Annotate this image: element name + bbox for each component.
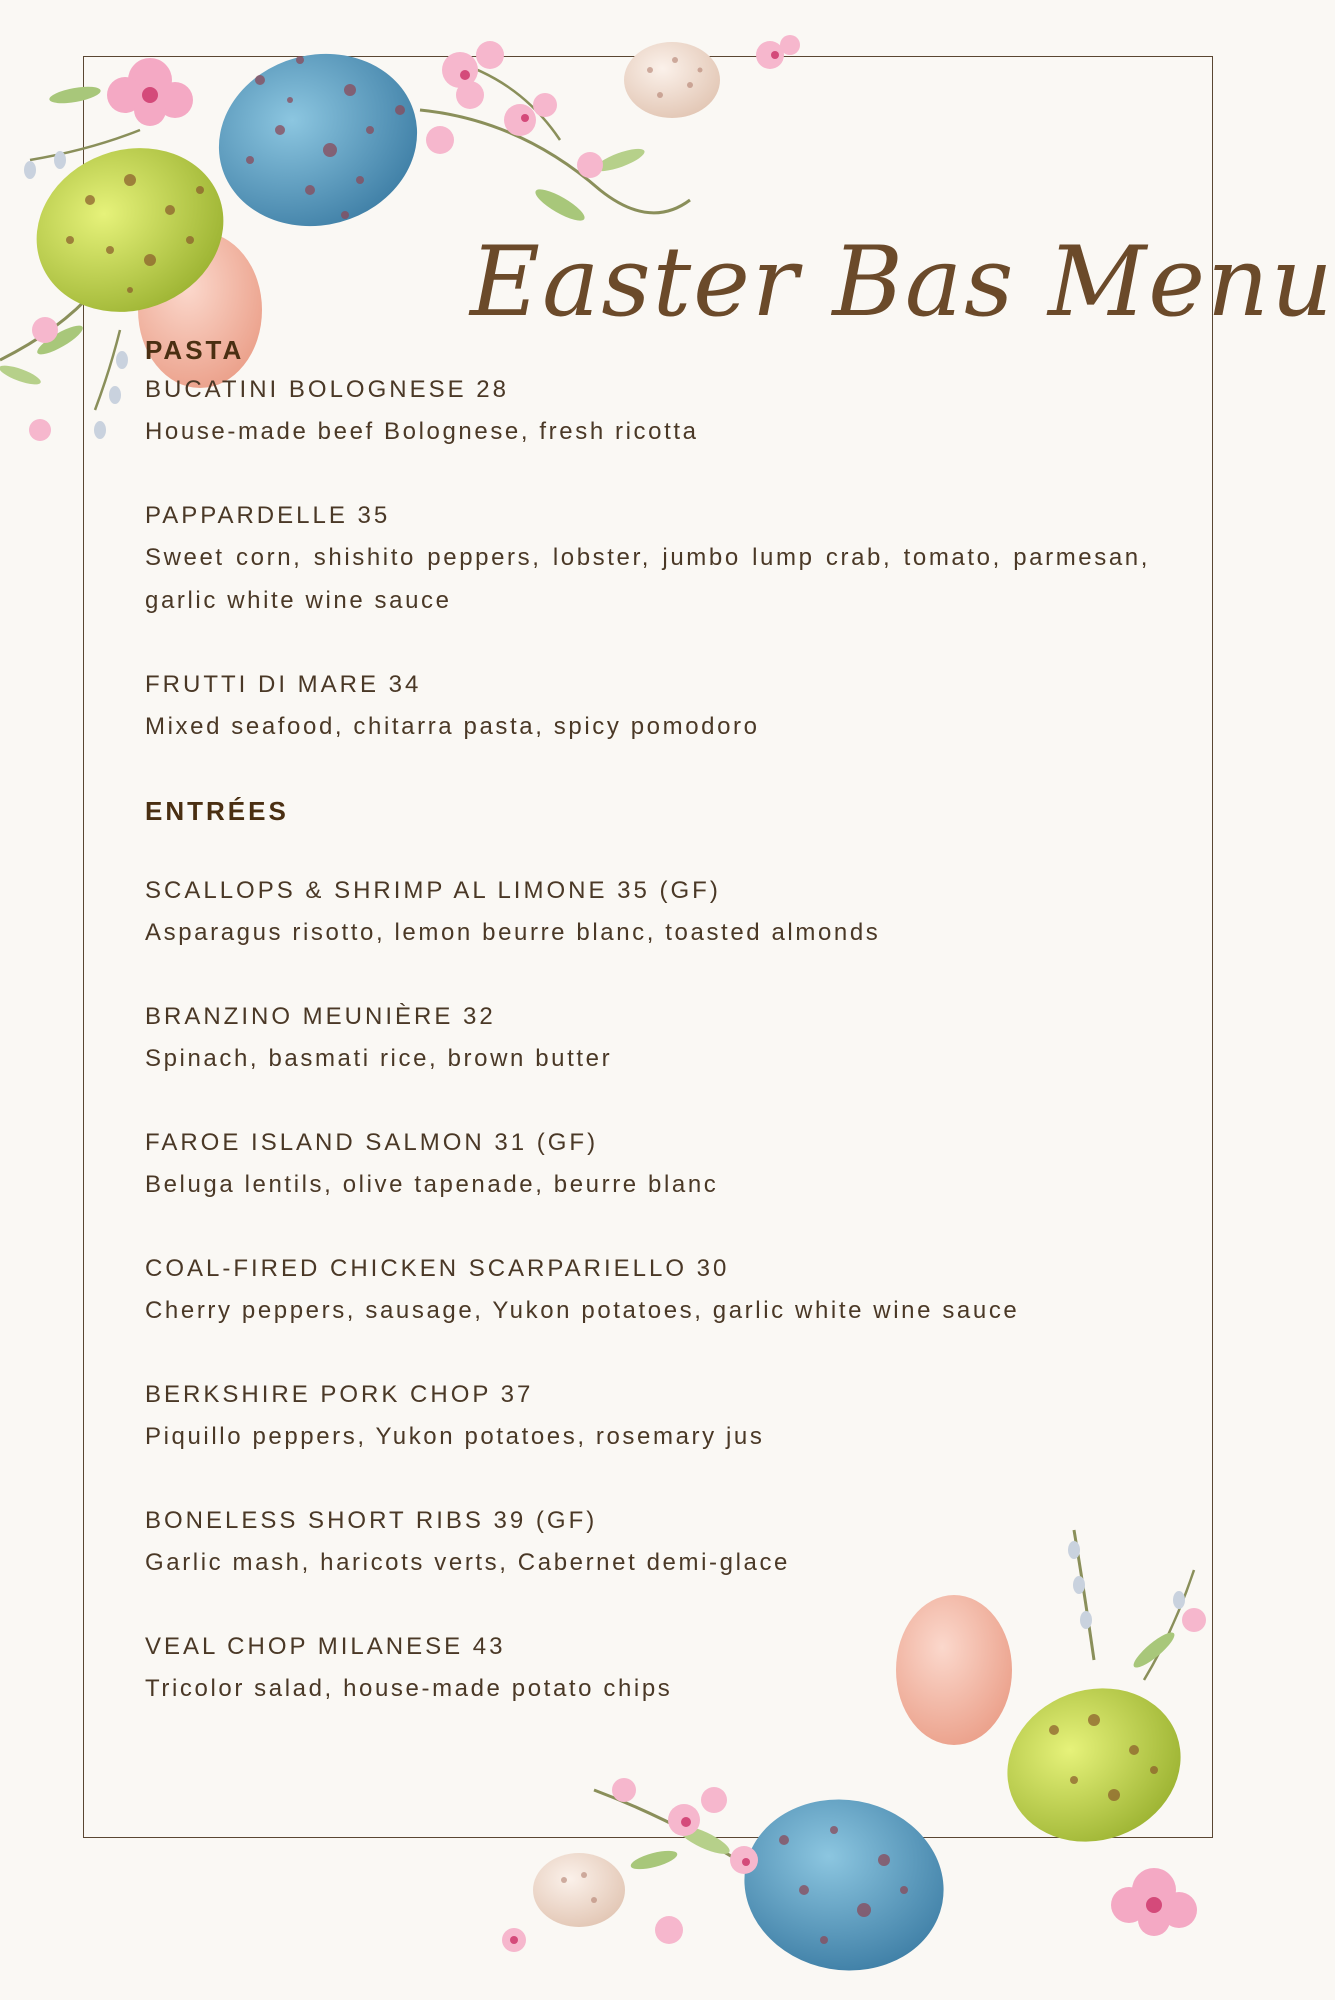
menu-item <box>145 1249 1150 1332</box>
item-name: BERKSHIRE PORK CHOP 37 <box>145 1381 534 1408</box>
item-name: BONELESS SHORT RIBS 39 (GF) <box>145 1507 598 1534</box>
menu-item <box>145 370 1150 453</box>
menu-item <box>145 1501 1150 1584</box>
menu-item <box>145 871 1150 954</box>
menu-item <box>145 496 1150 622</box>
item-name: VEAL CHOP MILANESE 43 <box>145 1633 506 1660</box>
item-description: Sweet corn, shishito peppers, lobster, jumbo lump crab, tomato, parmesan, garlic white wine sauce <box>145 544 1150 614</box>
menu-item <box>145 1627 1150 1710</box>
item-description: Piquillo peppers, Yukon potatoes, rosemary jus <box>145 1423 765 1450</box>
item-description: Asparagus risotto, lemon beurre blanc, toasted almonds <box>145 919 881 946</box>
section-pasta <box>145 330 1150 748</box>
section-heading-pasta: PASTA <box>145 335 245 365</box>
item-name: SCALLOPS & SHRIMP AL LIMONE 35 (GF) <box>145 877 721 904</box>
item-name: FRUTTI DI MARE 34 <box>145 671 422 698</box>
item-name: FAROE ISLAND SALMON 31 (GF) <box>145 1129 599 1156</box>
item-name: BUCATINI BOLOGNESE 28 <box>145 376 509 403</box>
item-description: Garlic mash, haricots verts, Cabernet demi-glace <box>145 1549 790 1576</box>
menu-item <box>145 1375 1150 1458</box>
menu-item <box>145 1123 1150 1206</box>
item-description: Cherry peppers, sausage, Yukon potatoes, garlic white wine sauce <box>145 1297 1020 1324</box>
menu-content <box>145 330 1150 1753</box>
item-name: COAL-FIRED CHICKEN SCARPARIELLO 30 <box>145 1255 730 1282</box>
section-entrees <box>145 791 1150 1710</box>
section-heading-entrees: ENTRÉES <box>145 796 289 826</box>
menu-title: Easter Bas Menu <box>470 226 1335 339</box>
item-description: Spinach, basmati rice, brown butter <box>145 1045 613 1072</box>
item-name: PAPPARDELLE 35 <box>145 502 391 529</box>
menu-item <box>145 665 1150 748</box>
item-name: BRANZINO MEUNIÈRE 32 <box>145 1003 496 1030</box>
item-description: Beluga lentils, olive tapenade, beurre blanc <box>145 1171 719 1198</box>
item-description: House-made beef Bolognese, fresh ricotta <box>145 418 699 445</box>
item-description: Tricolor salad, house-made potato chips <box>145 1675 673 1702</box>
menu-item <box>145 997 1150 1080</box>
item-description: Mixed seafood, chitarra pasta, spicy pomodoro <box>145 713 760 740</box>
